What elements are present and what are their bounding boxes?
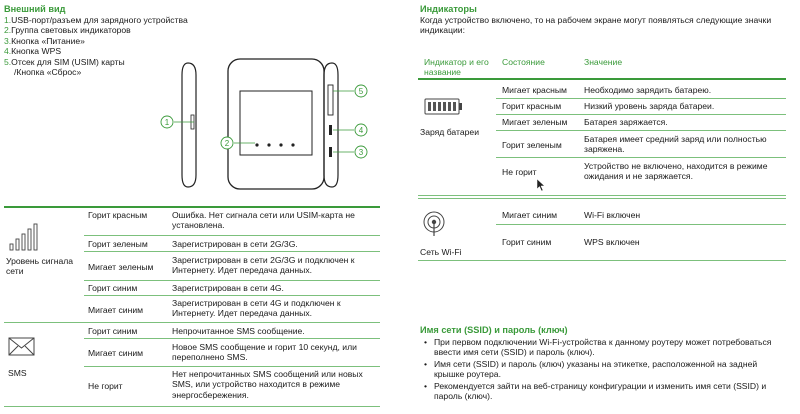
sms-meaning: Новое SMS сообщение и горит 10 секунд, или переполнено SMS. <box>172 342 357 363</box>
battery-state: Горит зеленым <box>502 140 562 150</box>
sms-meaning: Нет непрочитанных SMS сообщений или новых SMS, или устройство находится в режиме энергосбережения. <box>172 369 363 400</box>
sms-meaning: Непрочитанное SMS сообщение. <box>172 326 305 336</box>
sms-state: Горит синим <box>88 326 138 336</box>
signal-state: Мигает синим <box>88 305 144 315</box>
callout-4 <box>355 124 367 136</box>
callout-2 <box>221 137 233 149</box>
battery-meaning: Батарея имеет средний заряд или полностью заряжена. <box>584 134 767 155</box>
battery-state: Мигает зеленым <box>502 117 568 127</box>
indicator-led-3 <box>279 143 282 146</box>
wifi-state: Горит синим <box>502 237 552 247</box>
appearance-heading: Внешний вид <box>4 4 66 14</box>
appearance-item-3: 3.Кнопка «Питание» <box>4 35 85 46</box>
appearance-item-1: 1.USB-порт/разъем для зарядного устройства <box>4 15 188 25</box>
battery-meaning: Устройство не включено, находится в режиме ожидания и не заряжается. <box>584 161 768 182</box>
battery-meaning: Низкий уровень заряда батареи. <box>584 101 715 111</box>
signal-meaning: Зарегистрирован в сети 4G и подключен к Интернету. Идет передача данных. <box>172 298 341 319</box>
appearance-item-5: 5.Отсек для SIM (USIM) карты <box>4 56 125 67</box>
svg-text:2: 2 <box>224 139 230 148</box>
svg-text:4: 4 <box>358 126 364 135</box>
mouse-cursor-icon <box>536 178 546 192</box>
callout-5 <box>355 85 367 97</box>
wifi-name: Сеть Wi-Fi <box>420 247 462 257</box>
battery-name: Заряд батареи <box>420 127 480 137</box>
col-header-state: Состояние <box>502 57 545 67</box>
battery-meaning: Батарея заряжается. <box>584 117 668 127</box>
battery-state: Мигает красным <box>502 85 567 95</box>
signal-meaning: Зарегистрирован в сети 4G. <box>172 283 284 293</box>
signal-meaning: Ошибка. Нет сигнала сети или USIM-карта не установлена. <box>172 210 355 231</box>
battery-icon <box>424 98 466 116</box>
device-screen <box>240 91 312 155</box>
sim-slot-icon <box>328 85 333 115</box>
svg-text:3: 3 <box>358 148 364 157</box>
col-header-meaning: Значение <box>584 57 623 67</box>
device-illustration <box>150 55 390 195</box>
ssid-list <box>424 337 784 403</box>
signal-name: Уровень сигнала сети <box>6 256 74 277</box>
ssid-bullet: • Рекомендуется зайти на веб-страницу конфигурации и изменить имя сети (SSID) и пароль (ключ). <box>424 381 784 402</box>
signal-state: Горит зеленым <box>88 239 148 249</box>
device-front <box>228 59 324 189</box>
sms-name: SMS <box>8 368 27 378</box>
indicator-led-1 <box>255 143 258 146</box>
ssid-bullet: • При первом подключении Wi-Fi-устройства к данному роутеру может потребоваться ввести имя сети (SSID) и пароль (ключ). <box>424 337 784 358</box>
appearance-item-4: 4.Кнопка WPS <box>4 46 62 57</box>
wps-button-icon <box>329 125 332 135</box>
battery-state: Не горит <box>502 167 537 177</box>
col-header-indicator: Индикатор и его название <box>424 57 489 78</box>
wifi-meaning: Wi-Fi включен <box>584 210 641 220</box>
battery-meaning: Необходимо зарядить батарею. <box>584 85 712 95</box>
wifi-state: Мигает синим <box>502 210 558 220</box>
ssid-heading: Имя сети (SSID) и пароль (ключ) <box>420 325 568 335</box>
appearance-item-2: 2.Группа световых индикаторов <box>4 25 131 36</box>
power-button-icon <box>329 147 332 157</box>
wifi-icon <box>422 208 446 238</box>
signal-state: Мигает зеленым <box>88 262 154 272</box>
ssid-bullet: • Имя сети (SSID) и пароль (ключ) указаны на этикетке, расположенной на задней крышке роутера. <box>424 359 784 380</box>
wifi-meaning: WPS включен <box>584 237 640 247</box>
indicator-led-4 <box>291 143 294 146</box>
svg-text:1: 1 <box>164 118 170 127</box>
signal-state: Горит красным <box>88 210 148 220</box>
indicators-intro: Когда устройство включено, то на рабочем экране могут появляться следующие значки индикации: <box>420 15 772 36</box>
callout-3 <box>355 146 367 158</box>
battery-state: Горит красным <box>502 101 562 111</box>
indicators-heading: Индикаторы <box>420 4 477 14</box>
callout-1 <box>161 116 173 128</box>
svg-text:5: 5 <box>358 87 364 96</box>
sms-state: Мигает синим <box>88 348 144 358</box>
signal-state: Горит синим <box>88 283 138 293</box>
appearance-item-5-cont: /Кнопка «Сброс» <box>14 67 82 78</box>
sms-state: Не горит <box>88 381 123 391</box>
signal-meaning: Зарегистрирован в сети 2G/3G. <box>172 239 298 249</box>
envelope-icon <box>8 337 36 357</box>
signal-meaning: Зарегистрирован в сети 2G/3G и подключен к Интернету. Идет передача данных. <box>172 255 355 276</box>
indicator-led-2 <box>267 143 270 146</box>
signal-bars-icon <box>8 222 52 252</box>
